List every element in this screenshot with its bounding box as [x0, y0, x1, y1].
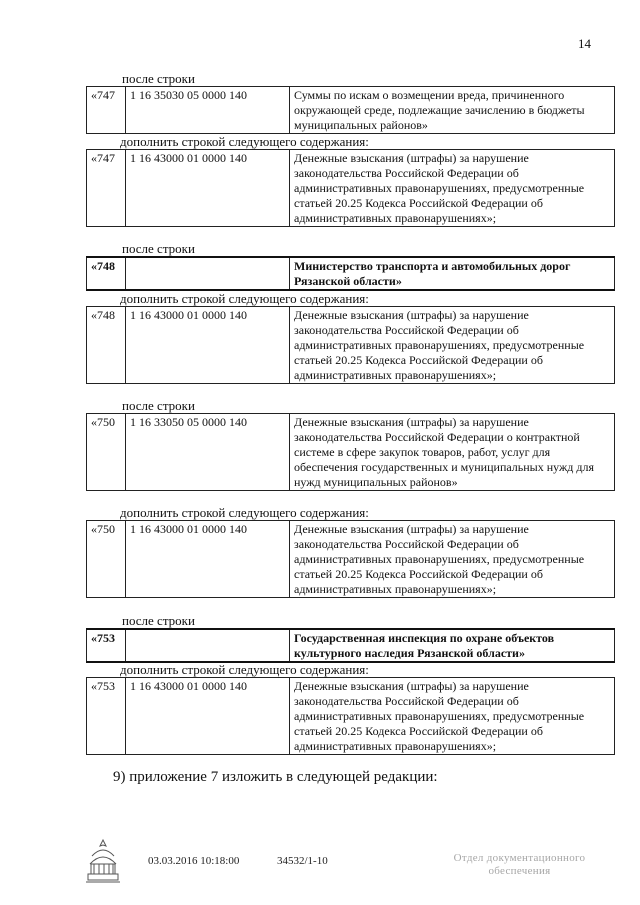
- row-description: Денежные взыскания (штрафы) за нарушение законодательства Российской Федерации об административных правонарушениях, предусмотренные статьей 20.25 Кодекса Российской Федерации об административных правонарушениях»;: [290, 521, 615, 598]
- row-kbk: 1 16 43000 01 0000 140: [126, 150, 290, 227]
- table-row: [86, 413, 615, 491]
- row-kbk: 1 16 43000 01 0000 140: [126, 521, 290, 598]
- page-number: 14: [578, 36, 591, 51]
- row-description: Суммы по искам о возмещении вреда, причиненного окружающей среде, подлежащие зачислению в бюджеты муниципальных районов»: [290, 87, 615, 134]
- row-code: «750: [87, 414, 126, 491]
- intro-text: дополнить строкой следующего содержания:: [120, 291, 369, 306]
- row-code: «748: [87, 307, 126, 384]
- stamp-line: обеспечения: [488, 865, 551, 877]
- table-row: [86, 677, 615, 755]
- stamp-line: Отдел документационного: [453, 852, 586, 864]
- row-code: «747: [87, 87, 126, 134]
- intro-text: после строки: [122, 613, 195, 628]
- print-datetime: 03.03.2016 10:18:00: [148, 855, 240, 867]
- intro-text: дополнить строкой следующего содержания:: [120, 505, 369, 520]
- table-row: [86, 306, 615, 384]
- intro-text: после строки: [122, 241, 195, 256]
- row-description: Государственная инспекция по охране объектов культурного наследия Рязанской области»: [290, 629, 615, 662]
- table-row: [86, 256, 615, 291]
- row-description: Денежные взыскания (штрафы) за нарушение законодательства Российской Федерации об административных правонарушениях, предусмотренные статьей 20.25 Кодекса Российской Федерации об административных правонарушениях»;: [290, 307, 615, 384]
- row-code: «753: [87, 629, 126, 662]
- emblem-icon: [82, 836, 124, 886]
- row-description: Денежные взыскания (штрафы) за нарушение законодательства Российской Федерации о контрактной системе в сфере закупок товаров, работ, услуг для обеспечения государственных и муниципальных нужд для нужд муниципальных районов»: [290, 414, 615, 491]
- table-row: [86, 628, 615, 663]
- table-row: [86, 520, 615, 598]
- row-description: Денежные взыскания (штрафы) за нарушение законодательства Российской Федерации об административных правонарушениях, предусмотренные статьей 20.25 Кодекса Российской Федерации об административных правонарушениях»;: [290, 150, 615, 227]
- row-code: «750: [87, 521, 126, 598]
- row-kbk: 1 16 33050 05 0000 140: [126, 414, 290, 491]
- row-kbk: 1 16 35030 05 0000 140: [126, 87, 290, 134]
- row-description: Денежные взыскания (штрафы) за нарушение законодательства Российской Федерации об административных правонарушениях, предусмотренные статьей 20.25 Кодекса Российской Федерации об административных правонарушениях»;: [290, 678, 615, 755]
- table-row: [86, 86, 615, 134]
- intro-text: после строки: [122, 71, 195, 86]
- intro-text: дополнить строкой следующего содержания:: [120, 662, 369, 677]
- intro-text: дополнить строкой следующего содержания:: [120, 134, 369, 149]
- row-code: «748: [87, 257, 126, 290]
- table-row: [86, 149, 615, 227]
- closing-paragraph: 9) приложение 7 изложить в следующей редакции:: [113, 769, 438, 785]
- row-description: Министерство транспорта и автомобильных дорог Рязанской области»: [290, 257, 615, 290]
- row-kbk: 1 16 43000 01 0000 140: [126, 678, 290, 755]
- row-code: «747: [87, 150, 126, 227]
- department-stamp: [447, 852, 592, 878]
- row-code: «753: [87, 678, 126, 755]
- intro-text: после строки: [122, 398, 195, 413]
- row-kbk: [126, 629, 290, 662]
- row-kbk: 1 16 43000 01 0000 140: [126, 307, 290, 384]
- row-kbk: [126, 257, 290, 290]
- document-number: 34532/1-10: [277, 855, 328, 867]
